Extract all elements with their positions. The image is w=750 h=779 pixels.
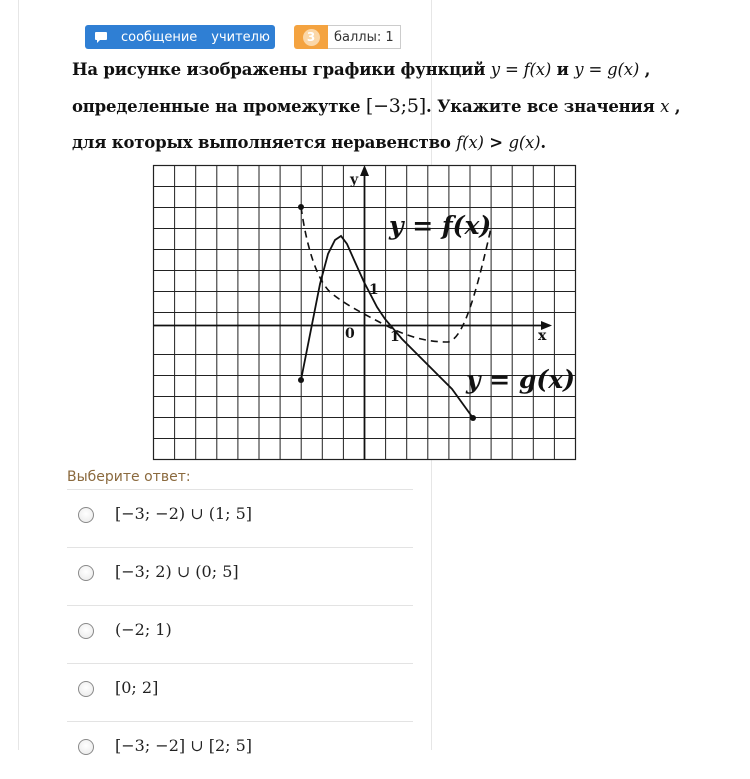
radio-button[interactable] bbox=[78, 565, 94, 581]
function-graph bbox=[152, 164, 578, 464]
math-var-y: y bbox=[490, 60, 500, 79]
radio-button[interactable] bbox=[78, 739, 94, 755]
message-button-word1: сообщение bbox=[121, 29, 198, 45]
math-equals: = bbox=[499, 60, 524, 79]
question-comma: , bbox=[669, 97, 681, 116]
question-text-part: На рисунке изображены графики функций bbox=[72, 60, 491, 79]
answer-options bbox=[67, 489, 413, 779]
math-func-f: f bbox=[523, 60, 530, 79]
chat-bubble-icon bbox=[95, 32, 107, 43]
answer-option-text: (−2; 1) bbox=[115, 620, 172, 639]
question-comma: , bbox=[639, 60, 651, 79]
f-endpoint-left bbox=[298, 204, 304, 210]
x-unit-label: 1 bbox=[390, 329, 400, 345]
radio-button[interactable] bbox=[78, 507, 94, 523]
math-func-f: f bbox=[456, 133, 463, 152]
points-badge-number: 3 bbox=[303, 29, 320, 46]
question-period: . bbox=[540, 133, 546, 152]
math-func-g: g bbox=[607, 60, 618, 79]
question-line-3 bbox=[72, 125, 712, 161]
math-arg: (x) bbox=[518, 133, 541, 152]
math-equals: = bbox=[583, 60, 608, 79]
message-teacher-button[interactable] bbox=[85, 25, 275, 49]
math-arg: (x) bbox=[462, 133, 484, 152]
math-greater-than: > bbox=[483, 133, 509, 152]
question-text-part: определенные на промежутке bbox=[72, 97, 366, 116]
answer-option[interactable] bbox=[67, 663, 413, 721]
y-unit-label: 1 bbox=[369, 282, 379, 298]
y-axis-label: y bbox=[350, 172, 359, 188]
g-curve-label: y = g(x) bbox=[466, 365, 575, 394]
g-endpoint-right bbox=[470, 415, 476, 421]
points-indicator bbox=[294, 25, 401, 49]
answer-option[interactable] bbox=[67, 721, 413, 779]
points-badge bbox=[294, 25, 328, 49]
question-line-1 bbox=[72, 52, 712, 88]
answer-option[interactable] bbox=[67, 547, 413, 605]
answer-title: Выберите ответ: bbox=[67, 469, 191, 485]
points-label: баллы: 1 bbox=[328, 25, 401, 49]
math-interval: [−3;5] bbox=[365, 95, 426, 117]
question-text bbox=[72, 52, 712, 161]
question-text-and: и bbox=[551, 60, 575, 79]
message-button-word2: учителю bbox=[211, 29, 270, 45]
question-line-2 bbox=[72, 88, 712, 125]
answer-option-text: [0; 2] bbox=[115, 678, 159, 697]
radio-button[interactable] bbox=[78, 681, 94, 697]
answer-option-text: [−3; 2) ∪ (0; 5] bbox=[115, 562, 239, 581]
answer-option[interactable] bbox=[67, 605, 413, 663]
x-axis-label: x bbox=[538, 328, 547, 344]
math-var-y: y bbox=[574, 60, 584, 79]
f-curve-label: y = f(x) bbox=[389, 211, 492, 240]
math-arg: (x) bbox=[529, 60, 552, 79]
math-var-x: x bbox=[660, 97, 670, 116]
question-text-part: . Укажите все значения bbox=[425, 97, 661, 116]
answer-option-text: [−3; −2) ∪ (1; 5] bbox=[115, 504, 253, 523]
origin-label: 0 bbox=[345, 326, 355, 342]
answer-option[interactable] bbox=[67, 489, 413, 547]
math-func-g: g bbox=[508, 133, 519, 152]
answer-option-text: [−3; −2] ∪ [2; 5] bbox=[115, 736, 253, 755]
radio-button[interactable] bbox=[78, 623, 94, 639]
question-text-part: для которых выполняется неравенство bbox=[72, 133, 457, 152]
g-endpoint-left bbox=[298, 377, 304, 383]
math-arg: (x) bbox=[617, 60, 640, 79]
